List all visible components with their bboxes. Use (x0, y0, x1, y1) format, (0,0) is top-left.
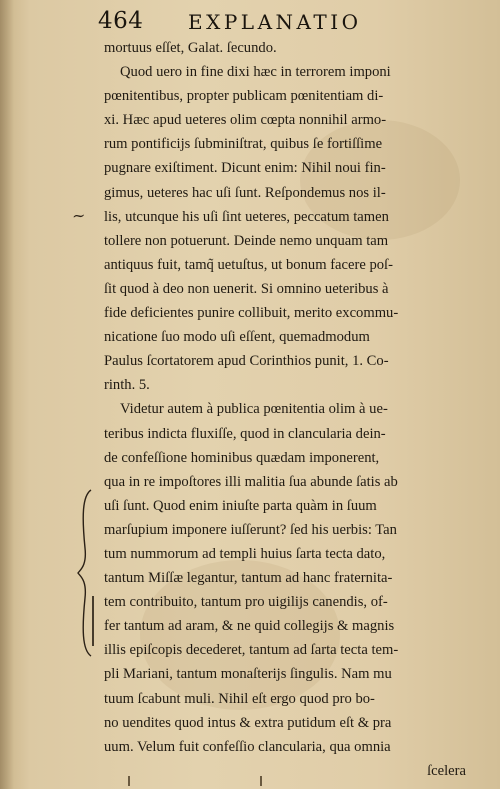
sewing-mark (260, 776, 262, 786)
text-line: fide deficientes punire collibuit, merito excommu- (104, 305, 399, 322)
text-line: marſupium imponere iuſſerunt? ſed his uerbis: Tan (104, 521, 397, 538)
text-line: pugnare exiſtiment. Dicunt enim: Nihil noui fin- (104, 160, 386, 177)
text-line: tollere non potuerunt. Deinde nemo unquam tam (104, 232, 389, 249)
text-line: nicatione ſuo modo uſi eſſent, quemadmodum (104, 329, 370, 346)
text-line: pli Mariani, tantum monaſterijs ſingulis. Nam mu (104, 666, 392, 683)
body-text (104, 36, 466, 783)
running-head: EXPLANATIO (188, 10, 362, 34)
catchword: ſcelera (427, 762, 466, 779)
text-line: rinth. 5. (104, 377, 150, 394)
text-line: uum. Velum fuit confeſſio clancularia, qua omnia (104, 738, 391, 755)
text-line: rum pontificijs ſubminiſtrat, quibus ſe fortiſſime (104, 136, 383, 153)
text-line: no uendites quod intus & extra putidum eſt & pra (104, 714, 392, 731)
marginal-rule (92, 596, 94, 646)
page-number: 464 (98, 8, 144, 34)
gutter-shadow (0, 0, 14, 789)
text-line: Paulus ſcortatorem apud Corinthios punit, 1. Co- (104, 353, 389, 370)
text-line: qua in re impoſtores illi malitia ſua abunde ſatis ab (104, 473, 398, 490)
text-line: teribus indicta fluxiſſe, quod in clancularia dein- (104, 425, 386, 442)
text-line: pœnitentibus, propter publicam pœnitentiam di- (104, 88, 384, 105)
text-line: ſit quod à deo non uenerit. Si omnino ueteribus à (104, 280, 389, 297)
text-line: fer tantum ad aram, & ne quid collegijs & magnis (104, 618, 395, 635)
sewing-mark (128, 776, 130, 786)
text-line: uſi ſunt. Quod enim iniuſte parta quàm in ſuum (104, 497, 377, 514)
text-line: antiquus fuit, tamq̃ uetuſtus, ut bonum facere poſ- (104, 256, 393, 273)
text-line: gimus, ueteres hac uſi ſunt. Reſpondemus nos il- (104, 184, 386, 201)
text-line: Quod uero in fine dixi hæc in terrorem imponi (120, 64, 391, 81)
text-line: xi. Hæc apud ueteres olim cœpta nonnihil armo- (104, 112, 387, 129)
marginal-mark: ~ (71, 205, 87, 226)
text-line: tem contribuito, tantum pro uigilijs canendis, of- (104, 594, 388, 611)
text-line: lis, utcunque his uſi ſint ueteres, peccatum tamen (104, 208, 389, 225)
text-line: mortuus eſſet, Galat. ſecundo. (104, 40, 277, 56)
text-line: de confeſſione hominibus quædam imponerent, (104, 449, 380, 466)
page-header (0, 8, 500, 38)
text-line: tum nummorum ad templi huius ſarta tecta dato, (104, 545, 386, 562)
text-line: tantum Miſſæ legantur, tantum ad hanc fraternita- (104, 570, 393, 587)
text-line: illis epiſcopis decederet, tantum ad ſarta tecta tem- (104, 642, 399, 659)
text-line: Videtur autem à publica pœnitentia olim à ue- (120, 401, 388, 418)
text-line: tuum ſcabunt muli. Nihil eſt ergo quod pro bo- (104, 690, 375, 707)
